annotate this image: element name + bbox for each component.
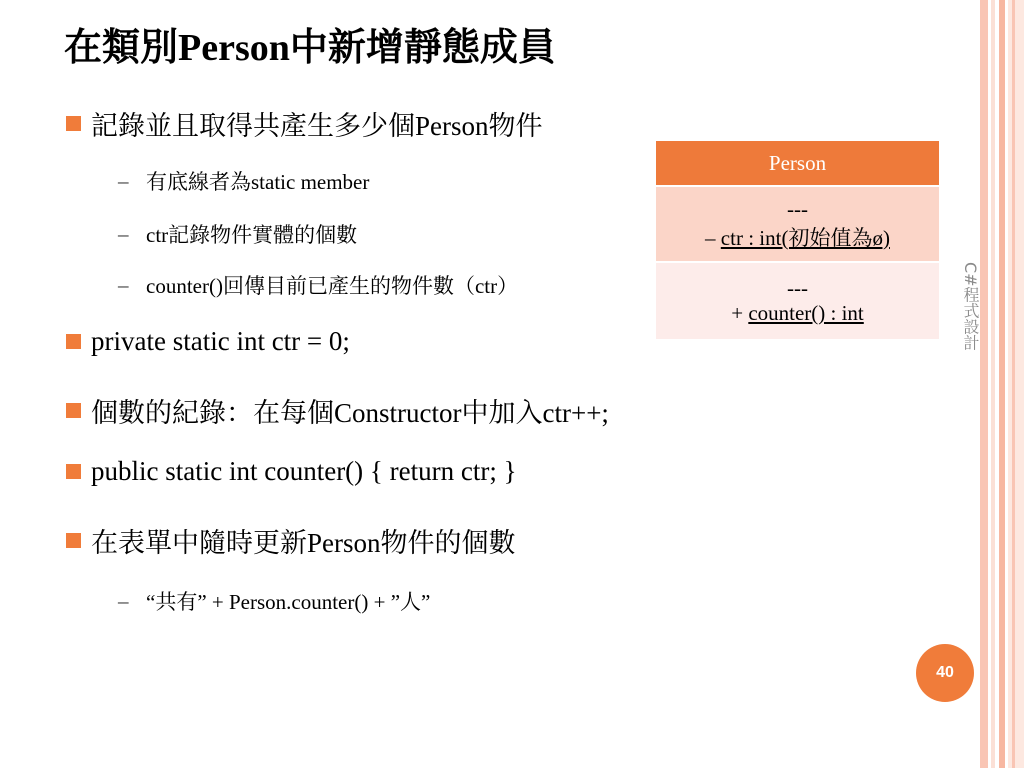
uml-attribute — [656, 222, 939, 252]
sub-bullet-text: ctr記錄物件實體的個數 — [146, 223, 358, 247]
bullet-text: public static int counter() { return ctr; } — [91, 456, 517, 486]
sub-bullet-item — [118, 586, 430, 616]
decor-stripe — [1012, 0, 1015, 768]
bullet-text: 記錄並且取得共產生多少個Person物件 — [91, 111, 543, 141]
uml-attributes — [656, 185, 939, 261]
uml-op-text: counter() : int — [748, 301, 864, 325]
uml-attr-visibility: – — [705, 225, 721, 250]
sub-bullet-text: “共有” + Person.counter() + ”人” — [146, 590, 431, 614]
bullet-item — [66, 456, 517, 487]
sub-bullet-item — [118, 270, 518, 300]
sub-bullet-text: 有底線者為static member — [146, 170, 370, 194]
page-number-badge — [916, 644, 974, 702]
dash-bullet-icon: – — [118, 272, 129, 297]
bullet-item — [66, 521, 516, 560]
bullet-item — [66, 326, 350, 357]
dash-bullet-icon: – — [118, 588, 129, 613]
uml-operation — [656, 301, 939, 326]
bullet-text: 個數的紀錄：在每個Constructor中加入ctr++; — [91, 398, 609, 428]
square-bullet-icon — [66, 403, 81, 418]
square-bullet-icon — [66, 533, 81, 548]
decor-stripe — [1008, 0, 1024, 768]
slide-title: 在類別Person中新增靜態成員 — [64, 27, 556, 69]
sub-bullet-text: counter()回傳目前已產生的物件數（ctr） — [146, 274, 519, 298]
dash-bullet-icon: – — [118, 168, 129, 193]
uml-operations — [656, 261, 939, 339]
dash-bullet-icon: – — [118, 221, 129, 246]
bullet-item — [66, 391, 609, 430]
sub-bullet-item — [118, 166, 369, 196]
uml-attr-text: ctr : int(初始值為ø) — [720, 225, 890, 250]
square-bullet-icon — [66, 116, 81, 131]
decor-stripe — [991, 0, 995, 768]
bullet-text: private static int ctr = 0; — [91, 326, 350, 356]
uml-attr-separator: --- — [787, 196, 808, 221]
uml-op-visibility: + — [731, 301, 749, 325]
square-bullet-icon — [66, 464, 81, 479]
page-number: 40 — [936, 664, 954, 681]
square-bullet-icon — [66, 334, 81, 349]
course-side-label: C#程式設計 — [961, 262, 980, 351]
sub-bullet-item — [118, 219, 357, 249]
uml-class-diagram — [656, 141, 939, 339]
uml-op-separator: --- — [787, 276, 808, 300]
uml-class-name: Person — [656, 141, 939, 185]
decor-stripe — [999, 0, 1005, 768]
bullet-text: 在表單中隨時更新Person物件的個數 — [91, 528, 516, 558]
bullet-item — [66, 104, 543, 143]
decor-stripe — [980, 0, 988, 768]
